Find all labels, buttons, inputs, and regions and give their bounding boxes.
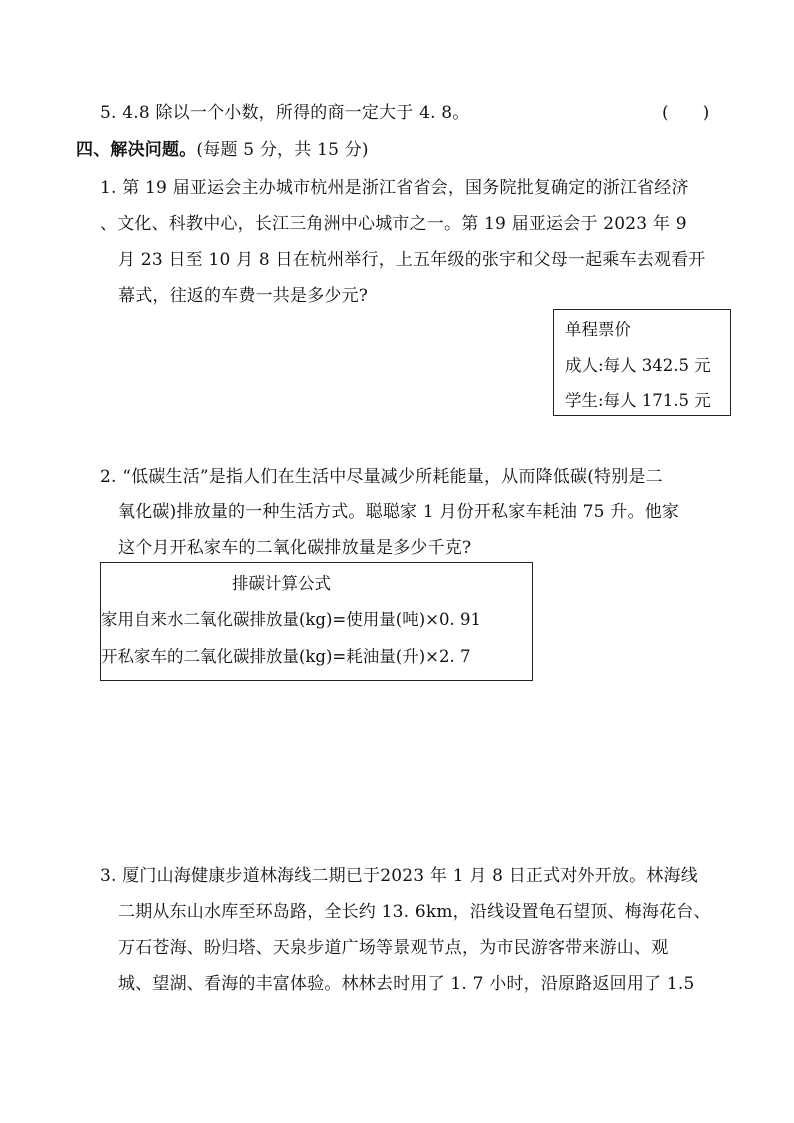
problem-1-line-2: 、文化、科教中心，长江三角洲中心城市之一。第 19 届亚运会于 2023 年 9 <box>100 214 687 234</box>
problem-2-line-3: 这个月开私家车的二氧化碳排放量是多少千克? <box>118 538 472 558</box>
section-score-note: (每题 5 分，共 15 分) <box>196 140 369 160</box>
section-heading <box>76 135 369 160</box>
problem-2-line-1: 2. “低碳生活”是指人们在生活中尽量减少所耗能量，从而降低碳(特别是二 <box>100 467 663 487</box>
problem-3-line-3: 万石苍海、盼归塔、天泉步道广场等景观节点，为市民游客带来游山、观 <box>118 938 669 958</box>
adult-price: 成人:每人 342.5 元 <box>565 356 711 375</box>
question-5-text: 5. 4.8 除以一个小数，所得的商一定大于 4. 8。 <box>100 103 470 123</box>
ticket-price-title: 单程票价 <box>565 320 631 339</box>
carbon-formula-title: 排碳计算公式 <box>232 574 331 593</box>
problem-3-line-1: 3. 厦门山海健康步道林海线二期已于2023 年 1 月 8 日正式对外开放。林海线 <box>100 866 698 886</box>
carbon-formula-box <box>100 562 533 681</box>
problem-3-line-4: 城、望湖、看海的丰富体验。林林去时用了 1. 7 小时，沿原路返回用了 1.5 <box>118 974 695 994</box>
car-emission-formula: 开私家车的二氧化碳排放量(kg)=耗油量(升)×2. 7 <box>101 647 471 666</box>
ticket-price-box <box>553 309 731 416</box>
problem-2-line-2: 氧化碳)排放量的一种生活方式。聪聪家 1 月份开私家车耗油 75 升。他家 <box>118 502 680 522</box>
problem-1-line-1: 1. 第 19 届亚运会主办城市杭州是浙江省省会，国务院批复确定的浙江省经济 <box>100 178 689 198</box>
student-price: 学生:每人 171.5 元 <box>565 391 711 410</box>
water-emission-formula: 家用自来水二氧化碳排放量(kg)=使用量(吨)×0. 91 <box>101 610 481 629</box>
section-title: 四、解决问题。 <box>76 140 197 160</box>
answer-parentheses: ( ) <box>662 103 710 123</box>
problem-1-line-4: 幕式，往返的车费一共是多少元? <box>118 286 369 306</box>
problem-1-line-3: 月 23 日至 10 月 8 日在杭州举行，上五年级的张宇和父母一起乘车去观看开 <box>118 250 706 270</box>
problem-3-line-2: 二期从东山水库至环岛路，全长约 13. 6km，沿线设置龟石望顶、梅海花台、 <box>118 902 711 922</box>
